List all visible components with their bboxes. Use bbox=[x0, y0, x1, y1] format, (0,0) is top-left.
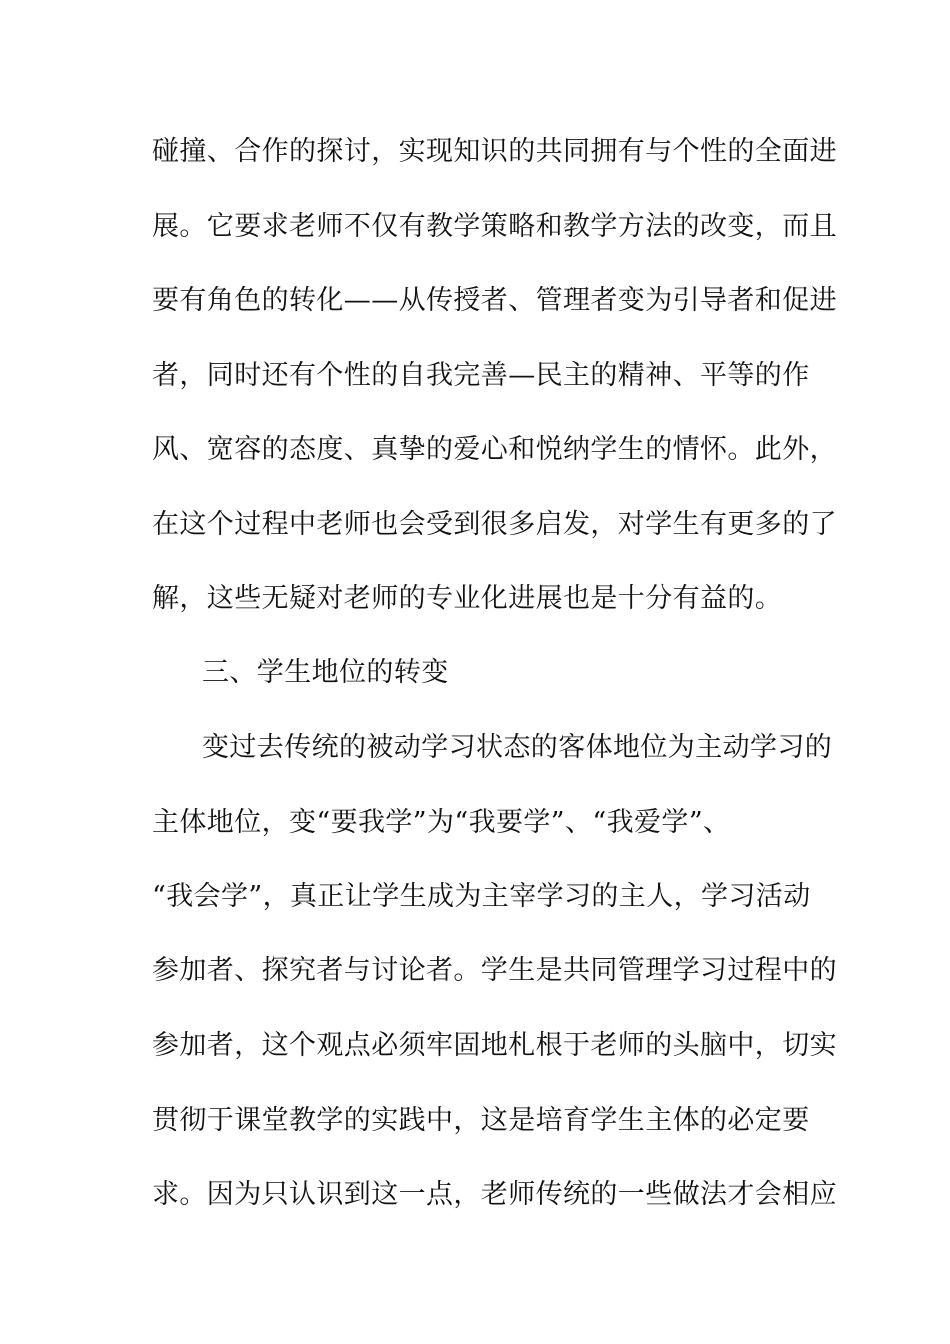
text-line: 风、宽容的态度、真挚的爱心和悦纳学生的情怀。此外， bbox=[152, 434, 837, 465]
text-line: 解，这些无疑对老师的专业化进展也是十分有益的。 bbox=[152, 583, 783, 614]
text-line: 展。它要求老师不仅有教学策略和教学方法的改变，而且 bbox=[152, 211, 837, 242]
text-line: 要有角色的转化——从传授者、管理者变为引导者和促进 bbox=[152, 285, 837, 316]
paragraph-first-line: 变过去传统的被动学习状态的客体地位为主动学习的 bbox=[202, 732, 833, 763]
text-line: 碰撞、合作的探讨，实现知识的共同拥有与个性的全面进 bbox=[152, 136, 837, 167]
text-line: 求。因为只认识到这一点，老师传统的一些做法才会相应 bbox=[152, 1179, 837, 1210]
text-line: 者，同时还有个性的自我完善—民主的精神、平等的作 bbox=[152, 360, 810, 391]
text-line: 参加者，这个观点必须牢固地札根于老师的头脑中，切实 bbox=[152, 1030, 837, 1061]
text-line: 在这个过程中老师也会受到很多启发，对学生有更多的了 bbox=[152, 509, 837, 540]
section-heading: 三、学生地位的转变 bbox=[202, 657, 449, 688]
text-line: 贯彻于课堂教学的实践中，这是培育学生主体的必定要 bbox=[152, 1105, 810, 1136]
text-line: 主体地位，变“要我学”为“我要学”、“我爱学”、 bbox=[152, 807, 731, 838]
text-line: 参加者、探究者与讨论者。学生是共同管理学习过程中的 bbox=[152, 955, 837, 986]
text-line: “我会学”，真正让学生成为主宰学习的主人，学习活动 bbox=[152, 881, 811, 912]
